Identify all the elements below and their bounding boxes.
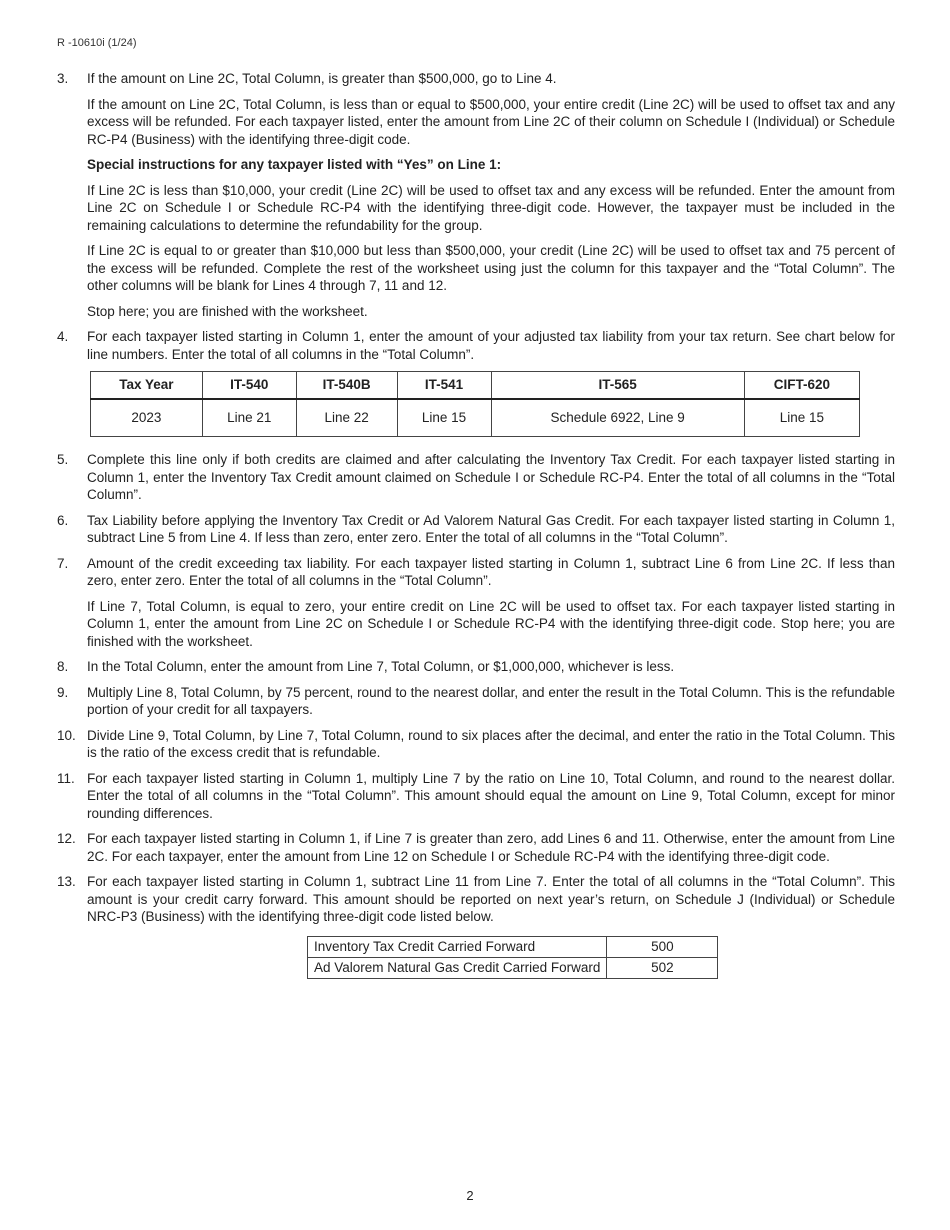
table-cell: Inventory Tax Credit Carried Forward [308, 936, 607, 957]
line-number: 4. [57, 329, 69, 344]
table-cell: Line 21 [202, 399, 296, 437]
line-number: 11. [57, 770, 75, 786]
paragraph: If the amount on Line 2C, Total Column, is greater than $500,000, go to Line 4. [87, 71, 557, 86]
line-9 [57, 684, 895, 719]
line-6 [57, 512, 895, 547]
special-instructions-heading: Special instructions for any taxpayer listed with “Yes” on Line 1: [87, 157, 502, 172]
line-number: 8. [57, 659, 69, 674]
line-7 [57, 555, 895, 651]
table-cell: Line 15 [397, 399, 491, 437]
line-number: 13. [57, 874, 76, 889]
paragraph: Divide Line 9, Total Column, by Line 7, Total Column, round to six places after the decimal, and enter the ratio in the Total Column. This is the ratio of the excess credit that is refundable. [87, 727, 895, 760]
table-cell: 502 [607, 957, 718, 978]
paragraph: Multiply Line 8, Total Column, by 75 percent, round to the nearest dollar, and enter the result in the Total Column. This is the refundable portion of your credit for all taxpayers. [87, 684, 895, 717]
line-4 [57, 328, 895, 443]
paragraph: Amount of the credit exceeding tax liability. For each taxpayer listed starting in Column 1, subtract Line 6 from Line 2C. If less than zero, enter zero. Enter the total of all columns in the “Total Column”. [87, 555, 895, 588]
paragraph: Tax Liability before applying the Inventory Tax Credit or Ad Valorem Natural Gas Credit. For each taxpayer listed starting in Column 1, subtract Line 5 from Line 4. If less than zero, enter zero. Enter the total of all columns in the “Total Column”. [87, 512, 895, 545]
table-row [308, 936, 718, 957]
table-cell: Ad Valorem Natural Gas Credit Carried Forward [308, 957, 607, 978]
line-12 [57, 830, 895, 865]
line-number: 7. [57, 555, 69, 571]
paragraph: Complete this line only if both credits are claimed and after calculating the Inventory Tax Credit. For each taxpayer listed starting in Column 1, enter the Inventory Tax Credit amount claimed on Schedule I or Schedule RC-P4. Enter the total of all columns in the “Total Column”. [87, 452, 895, 502]
table-cell: Line 22 [296, 399, 397, 437]
paragraph: If Line 2C is less than $10,000, your credit (Line 2C) will be used to offset tax and any excess will be refunded. Enter the amount from Line 2C on Schedule I or Schedule RC-P4 with the identifying three-digit code. However, the taxpayer must be included in the remaining calculations to determine the refundability for the group. [87, 182, 895, 233]
column-header: IT-540B [296, 372, 397, 400]
paragraph: For each taxpayer listed starting in Column 1, subtract Line 11 from Line 7. Enter the total of all columns in the “Total Column”. This amount is your credit carry forward. This amount should be reported on next year’s return, on Schedule J (Individual) or Schedule NRC-P3 (Business) with the identifying three-digit code listed below. [87, 874, 895, 924]
paragraph: If the amount on Line 2C, Total Column, is less than or equal to $500,000, your entire credit (Line 2C) will be used to offset tax and any excess will be refunded. For each taxpayer listed, enter the amount from Line 2C of their column on Schedule I (Individual) or Schedule RC-P4 (Business) with the identifying three-digit code. [87, 96, 895, 147]
column-header: IT-541 [397, 372, 491, 400]
table-row [308, 957, 718, 978]
line-3 [57, 70, 895, 320]
line-11 [57, 770, 895, 823]
table-cell: Schedule 6922, Line 9 [491, 399, 744, 437]
line-number: 3. [57, 71, 69, 86]
paragraph: For each taxpayer listed starting in Column 1, multiply Line 7 by the ratio on Line 10, Total Column, and round to the nearest dollar. Enter the total of all columns in the “Total Column”. This amount should equal the amount on Line 9, Total Column, except for minor rounding differences. [87, 770, 895, 821]
table-cell: 500 [607, 936, 718, 957]
form-id: R -10610i (1/24) [57, 37, 137, 49]
table-row [91, 399, 860, 437]
line-number: 10. [57, 727, 76, 743]
paragraph: If Line 7, Total Column, is equal to zero, your entire credit on Line 2C will be used to offset tax. For each taxpayer listed starting in Column 1, enter the amount from Line 2C on Schedule I or Schedule RC-P4 with the identifying three-digit code. Stop here; you are finished with the worksheet. [87, 598, 895, 649]
column-header: CIFT-620 [744, 372, 859, 400]
paragraph: For each taxpayer listed starting in Column 1, enter the amount of your adjusted tax liability from your tax return. See chart below for line numbers. Enter the total of all columns in the “Total Column”. [87, 329, 895, 362]
paragraph: For each taxpayer listed starting in Column 1, if Line 7 is greater than zero, add Lines 6 and 11. Otherwise, enter the amount from Line 2C. For each taxpayer, enter the amount from Line 12 on Schedule I or Schedule RC-P4 with the identifying three-digit code. [87, 831, 895, 864]
line-10 [57, 727, 895, 762]
carry-forward-table [307, 936, 718, 979]
line-5 [57, 451, 895, 504]
table-header-row [91, 372, 860, 400]
paragraph: If Line 2C is equal to or greater than $10,000 but less than $500,000, your credit (Line 2C) will be used to offset tax and 75 percent of the excess will be refunded. Complete the rest of the worksheet using just the column for this taxpayer and the “Total Column”. The other columns will be blank for Lines 4 through 7, 11 and 12. [87, 243, 895, 293]
page-number: 2 [466, 1188, 474, 1203]
line-number: 12. [57, 831, 76, 846]
line-number: 9. [57, 684, 69, 700]
line-8 [57, 658, 895, 676]
column-header: IT-540 [202, 372, 296, 400]
column-header: IT-565 [491, 372, 744, 400]
paragraph: In the Total Column, enter the amount from Line 7, Total Column, or $1,000,000, whichever is less. [87, 659, 675, 674]
instructions-content [57, 70, 895, 987]
line-13 [57, 873, 895, 979]
column-header: Tax Year [91, 372, 203, 400]
line-number: 5. [57, 452, 69, 467]
line-number: 6. [57, 512, 69, 528]
tax-line-table [90, 371, 860, 437]
table-cell: 2023 [91, 399, 203, 437]
paragraph: Stop here; you are finished with the worksheet. [87, 303, 368, 319]
table-cell: Line 15 [744, 399, 859, 437]
